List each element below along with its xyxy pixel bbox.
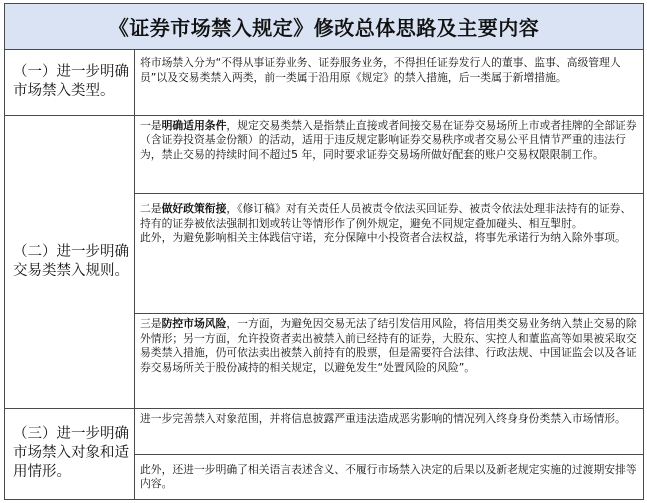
- section-row: [5, 408, 644, 454]
- paragraph-text: ，规定交易类禁入是指禁止直接或者间接交易在证券交易场所上市或者挂牌的全部证券（含证券投资基金份额）的活动，适用于违反规定影响证券交易秩序或者交易公平且情节严重的违法行为，禁止交易的持续时间不超过5 年，同时要求证券交易场所做好配套的账户交易权限限制工作。: [140, 118, 637, 161]
- section-label: （二）进一步明确交易类禁入规则。: [5, 115, 135, 408]
- title-row: [5, 4, 644, 50]
- section-body: [135, 454, 644, 499]
- section-row: [5, 115, 644, 193]
- body-paragraph: [140, 317, 637, 375]
- paragraph-text: 将市场禁入分为“不得从事证券业务、证券服务业务，不得担任证券发行人的董事、监事、高级管理人员”以及交易类禁入两类，前一类属于沿用原《规定》的禁入措施，后一类属于新增措施。: [140, 56, 621, 84]
- paragraph-bold-heading: 防控市场风险: [161, 317, 227, 331]
- body-paragraph: [140, 56, 637, 85]
- section-row: [5, 50, 644, 115]
- body-paragraph: [140, 202, 637, 231]
- section-body: [135, 115, 644, 193]
- paragraph-text: ，《修订稿》对有关责任人员被责令依法买回证券、被责令依法处理非法持有的证券、持有的证券被依法强制扣划或转让等情形作了例外规定，避免不同规定叠加碰头、相互掣肘。: [140, 202, 632, 230]
- body-paragraph: [140, 231, 637, 246]
- content-table: [4, 3, 644, 500]
- paragraph-text: ，一方面，为避免因交易无法了结引发信用风险，将信用类交易业务纳入禁止交易的除外情形；另一方面，允许投资者卖出被禁入前已经持有的证券，大股东、实控人和董监高等如果被采取交易类禁入措施，仍可依法卖出被禁入前持有的股票，但是需要符合法律、行政法规、中国证监会以及各证券交易场所关于股份减持的相关规定，以避免发生“处置风险的风险”。: [140, 317, 637, 375]
- paragraph-text: 进一步完善禁入对象范围，并将信息披露严重违法造成恶劣影响的情况列入终身身份类禁入市场情形。: [140, 411, 626, 425]
- body-paragraph: [140, 412, 637, 427]
- section-label: （三）进一步明确市场禁入对象和适用情形。: [5, 408, 135, 499]
- paragraph-lead: 二是: [140, 202, 162, 215]
- section-body: [135, 408, 644, 454]
- body-paragraph: [140, 119, 637, 163]
- paragraph-lead: 一是: [140, 118, 162, 132]
- section-body: [135, 50, 644, 115]
- paragraph-text: 此外，为避免影响相关主体践信守诺，充分保障中小投资者合法权益，将事先承诺行为纳入除外事项。: [140, 231, 626, 245]
- page-title: 《证券市场禁入规定》修改总体思路及主要内容: [5, 4, 644, 50]
- content-table-frame: [4, 3, 643, 500]
- section-label: （一）进一步明确市场禁入类型。: [5, 50, 135, 115]
- section-body: [135, 314, 644, 408]
- paragraph-text: 此外，还进一步明确了相关语言表述含义、不履行市场禁入决定的后果以及新老规定实施的过渡期安排等内容。: [140, 462, 637, 491]
- section-body: [135, 194, 644, 314]
- paragraph-lead: 三是: [140, 317, 162, 331]
- paragraph-bold-heading: 做好政策衔接: [161, 202, 227, 215]
- paragraph-bold-heading: 明确适用条件: [161, 118, 227, 132]
- body-paragraph: [140, 463, 637, 492]
